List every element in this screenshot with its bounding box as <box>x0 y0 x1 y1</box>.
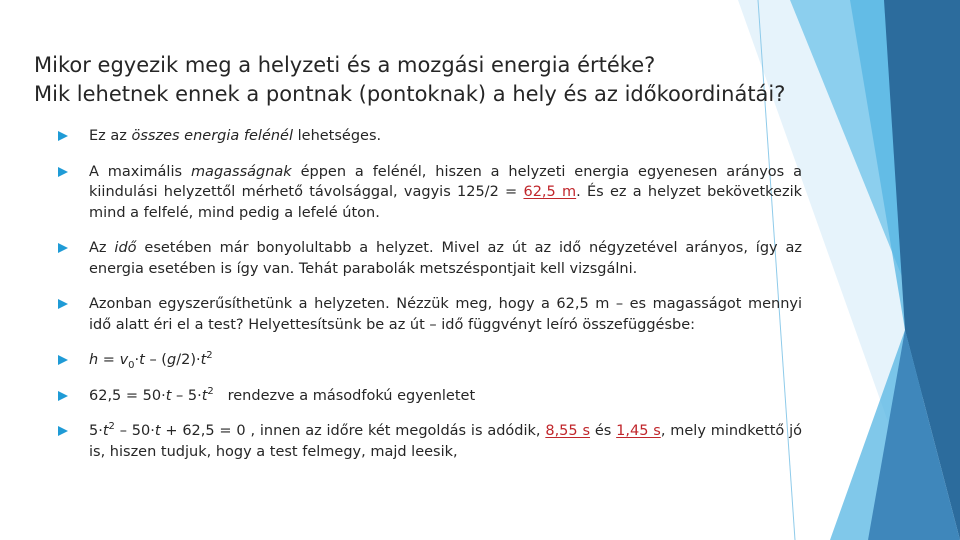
bullet-arrow-icon <box>58 243 68 253</box>
formula-symbol: v <box>119 352 129 368</box>
bullet-text: esetében már bonyolultabb a helyzet. Mivel az út az idő négyzetével arányos, így az energia esetében is így van. Tehát parabolák metszéspontjait kell vizsgálni. <box>89 240 803 277</box>
title-line-2: Mik lehetnek ennek a pontnak (pontoknak) a hely és az időkoordinátái? <box>34 82 786 106</box>
bullet-arrow-icon <box>58 131 68 141</box>
bullet-text: rendezve a másodfokú egyenletet <box>213 387 476 404</box>
bullet-arrow-icon <box>58 299 68 309</box>
bullet-arrow-icon <box>58 167 68 177</box>
highlight-solution-1: 8,55 s <box>545 423 591 439</box>
formula-text: – 50· <box>114 423 155 439</box>
formula-text: · <box>134 352 140 368</box>
formula-symbol: t <box>139 352 145 368</box>
formula-text: – 5· <box>171 387 202 404</box>
page-title <box>34 51 814 109</box>
formula-text: 5· <box>89 423 103 439</box>
bullet-emphasis: magasságnak <box>190 163 292 180</box>
bullet-text: Az <box>89 240 115 256</box>
bullet-text: éppen a felénél, hiszen a helyzeti energia egyenesen arányos a kiindulási helyzettől mérhető távolsággal, vagyis 125/2 = <box>89 163 803 200</box>
formula-symbol: t <box>154 423 161 439</box>
bullet-time <box>58 238 802 279</box>
formula-superscript: 2 <box>108 421 115 433</box>
highlight-solution-2: 1,45 s <box>616 423 661 439</box>
bullet-max-height <box>58 162 802 224</box>
bullet-text: + 62,5 = 0 , innen az időre két megoldás is adódik, <box>160 423 546 439</box>
formula-symbol: t <box>200 352 207 368</box>
bullet-text: Ez az <box>89 128 132 144</box>
formula-text: – ( <box>144 352 167 368</box>
bullet-total-energy <box>58 126 802 147</box>
bullet-formula <box>58 350 802 371</box>
bullet-list <box>58 126 802 462</box>
bullet-equation <box>58 386 802 407</box>
bullet-text: Azonban egyszerűsíthetünk a helyzeten. Nézzük meg, hogy a 62,5 m – es magasságot mennyi idő alatt éri el a test? Helyettesítsünk be az út – idő függvényt leíró összefüggésbe: <box>89 296 802 333</box>
bullet-text: lehetséges. <box>293 128 382 144</box>
bullet-text: , mely mindkettő jó is, hiszen tudjuk, hogy a test felmegy, majd leesik, <box>89 423 803 460</box>
formula-superscript: 2 <box>207 385 214 397</box>
bullet-solutions <box>58 421 802 462</box>
formula-symbol: t <box>201 387 208 404</box>
bullet-text: és <box>590 423 617 439</box>
formula-text: = <box>98 352 120 368</box>
formula-text: 62,5 = 50· <box>89 387 166 404</box>
bullet-text: A maximális <box>89 163 191 180</box>
formula-text: /2)· <box>176 352 201 368</box>
bullet-arrow-icon <box>58 426 68 436</box>
formula-symbol: g <box>166 352 177 368</box>
formula-subscript: 0 <box>128 359 135 371</box>
bullet-simplify <box>58 294 802 335</box>
bullet-arrow-icon <box>58 391 68 401</box>
bullet-emphasis: idő <box>114 240 137 256</box>
bullet-arrow-icon <box>58 355 68 365</box>
formula-symbol: t <box>165 387 172 404</box>
highlight-height-value: 62,5 m <box>523 184 577 200</box>
bullet-emphasis: összes energia felénél <box>131 128 294 144</box>
formula-symbol: h <box>89 352 99 368</box>
formula-superscript: 2 <box>206 350 213 362</box>
formula-symbol: t <box>102 423 109 439</box>
title-line-1: Mikor egyezik meg a helyzeti és a mozgási energia értéke? <box>34 53 656 77</box>
bullet-text: . És ez a helyzet bekövetkezik mind a felfelé, mind pedig a lefelé úton. <box>89 184 802 221</box>
